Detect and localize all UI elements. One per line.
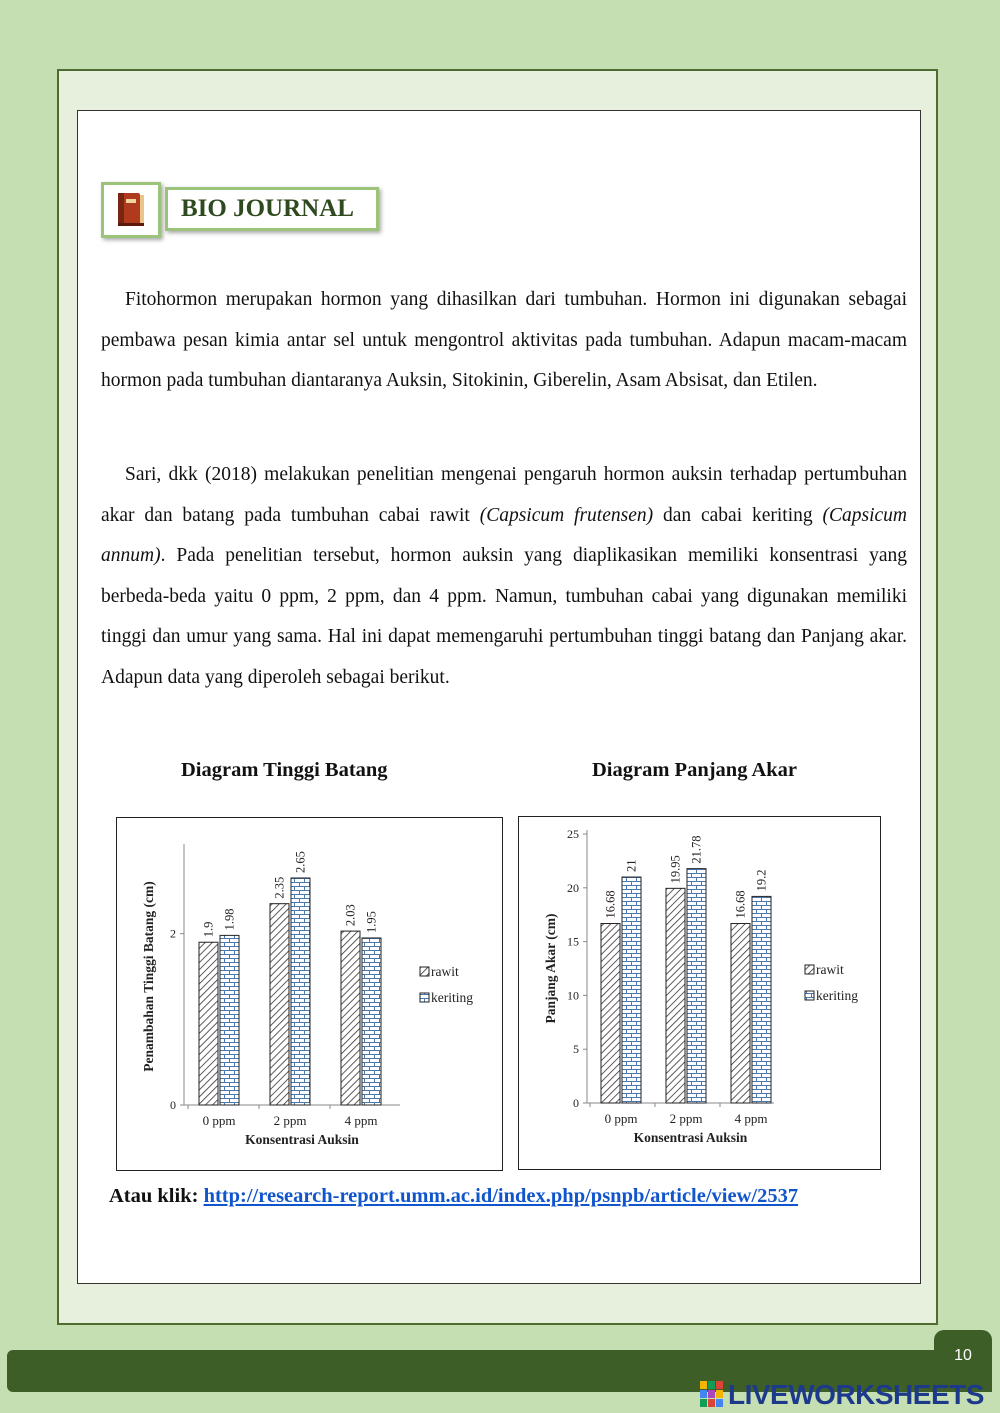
bar-rawit-0 <box>601 924 620 1103</box>
bar-keriting-1 <box>687 869 706 1103</box>
legend-swatch-rawit <box>420 967 429 976</box>
y-axis-label: Panjang Akar (cm) <box>543 913 558 1024</box>
x-tick-label: 2 ppm <box>669 1111 703 1126</box>
y-tick-label: 25 <box>567 827 579 841</box>
intro-paragraph: Fitohormon merupakan hormon yang dihasilkan dari tumbuhan. Hormon ini digunakan sebagai pembawa pesan kimia antar sel untuk mengontrol aktivitas pada tumbuhan. Adapun macam-macam hormon pada tumbuhan diantaranya Auksin, Sitokinin, Giberelin, Asam Absisat, dan Etilen. <box>101 289 907 391</box>
data-label: 1.95 <box>364 911 379 933</box>
species-rawit: (Capsicum frutensen) <box>479 504 654 526</box>
data-label: 21 <box>624 859 639 873</box>
data-label: 2.35 <box>272 876 287 899</box>
chart-tinggi-batang-svg <box>117 818 504 1172</box>
article-link[interactable]: http://research-report.umm.ac.id/index.php/psnpb/article/view/2537 <box>203 1185 799 1207</box>
y-tick-label: 0 <box>170 1098 176 1112</box>
x-tick-label: 0 ppm <box>604 1111 638 1126</box>
legend-swatch-rawit <box>805 965 814 974</box>
y-tick-label: 10 <box>567 988 579 1003</box>
x-tick-label: 4 ppm <box>734 1111 768 1126</box>
bar-rawit-2 <box>731 924 750 1103</box>
bar-rawit-2 <box>341 931 360 1105</box>
data-label: 1.9 <box>201 921 216 938</box>
bar-keriting-0 <box>622 877 641 1103</box>
chart-tinggi-batang <box>116 817 503 1171</box>
y-tick-label: 5 <box>573 1042 579 1057</box>
bar-keriting-2 <box>752 896 771 1103</box>
chart-title-tinggi-batang: Diagram Tinggi Batang <box>181 759 388 781</box>
reference-line <box>109 1185 798 1208</box>
y-tick-label: 20 <box>567 880 579 895</box>
legend-swatch-keriting <box>420 993 429 1002</box>
data-label: 16.68 <box>603 890 618 919</box>
x-tick-label: 2 ppm <box>273 1113 307 1128</box>
chart-panjang-akar-svg <box>519 817 882 1171</box>
page-number: 10 <box>954 1347 972 1364</box>
y-tick-label: 0 <box>573 1096 579 1110</box>
bar-rawit-1 <box>666 888 685 1103</box>
data-label: 21.78 <box>689 835 704 864</box>
x-axis-label: Konsentrasi Auksin <box>633 1130 748 1145</box>
research-text-1: Sari, dkk (2018) melakukan penelitian mengenai pengaruh hormon auksin terhadap pertumbuhan akar dan batang pada tumbuhan cabai rawit <box>101 464 907 526</box>
research-text-3: . Pada penelitian tersebut, hormon auksin yang diaplikasikan memiliki konsentrasi yang berbeda-beda yaitu 0 ppm, 2 ppm, dan 4 ppm. Namun, tumbuhan cabai yang digunakan memiliki tinggi dan umur yang sama. Hal ini dapat memengaruhi pertumbuhan tinggi batang dan Panjang akar. Adapun data yang diperoleh sebagai berikut. <box>101 545 907 688</box>
chart-title-panjang-akar: Diagram Panjang Akar <box>592 759 797 781</box>
link-prefix: Atau klik: <box>109 1185 204 1207</box>
research-text-2: dan cabai keriting <box>653 504 823 526</box>
y-axis-label: Penambahan Tinggi Batang (cm) <box>141 881 156 1072</box>
legend-label-keriting: keriting <box>816 988 858 1003</box>
y-tick-label: 15 <box>567 934 579 949</box>
bar-keriting-1 <box>291 878 310 1105</box>
x-axis-label: Konsentrasi Auksin <box>245 1132 359 1147</box>
x-tick-label: 4 ppm <box>344 1113 378 1128</box>
bar-keriting-2 <box>362 938 381 1105</box>
legend-label-rawit: rawit <box>431 964 459 979</box>
bar-rawit-0 <box>199 942 218 1105</box>
data-label: 1.98 <box>222 908 237 931</box>
legend-swatch-keriting <box>805 991 814 1000</box>
y-tick-label: 2 <box>170 926 176 941</box>
x-tick-label: 0 ppm <box>202 1113 236 1128</box>
research-paragraph <box>101 455 907 698</box>
chart-panjang-akar <box>518 816 881 1170</box>
data-label: 2.03 <box>343 904 358 927</box>
legend-label-keriting: keriting <box>431 990 473 1005</box>
section-title: BIO JOURNAL <box>165 187 379 231</box>
liveworksheets-wordmark: LIVEWORKSHEETS <box>728 1379 984 1410</box>
bar-keriting-0 <box>220 935 239 1105</box>
bar-rawit-1 <box>270 904 289 1105</box>
legend-label-rawit: rawit <box>816 962 844 977</box>
data-label: 19.2 <box>754 869 769 892</box>
book-icon <box>101 182 161 238</box>
data-label: 16.68 <box>733 890 748 919</box>
species-keriting: (Capsicum annum) <box>101 504 907 566</box>
liveworksheets-logo-icon <box>700 1381 724 1407</box>
data-label: 2.65 <box>293 851 308 873</box>
data-label: 19.95 <box>668 855 683 884</box>
